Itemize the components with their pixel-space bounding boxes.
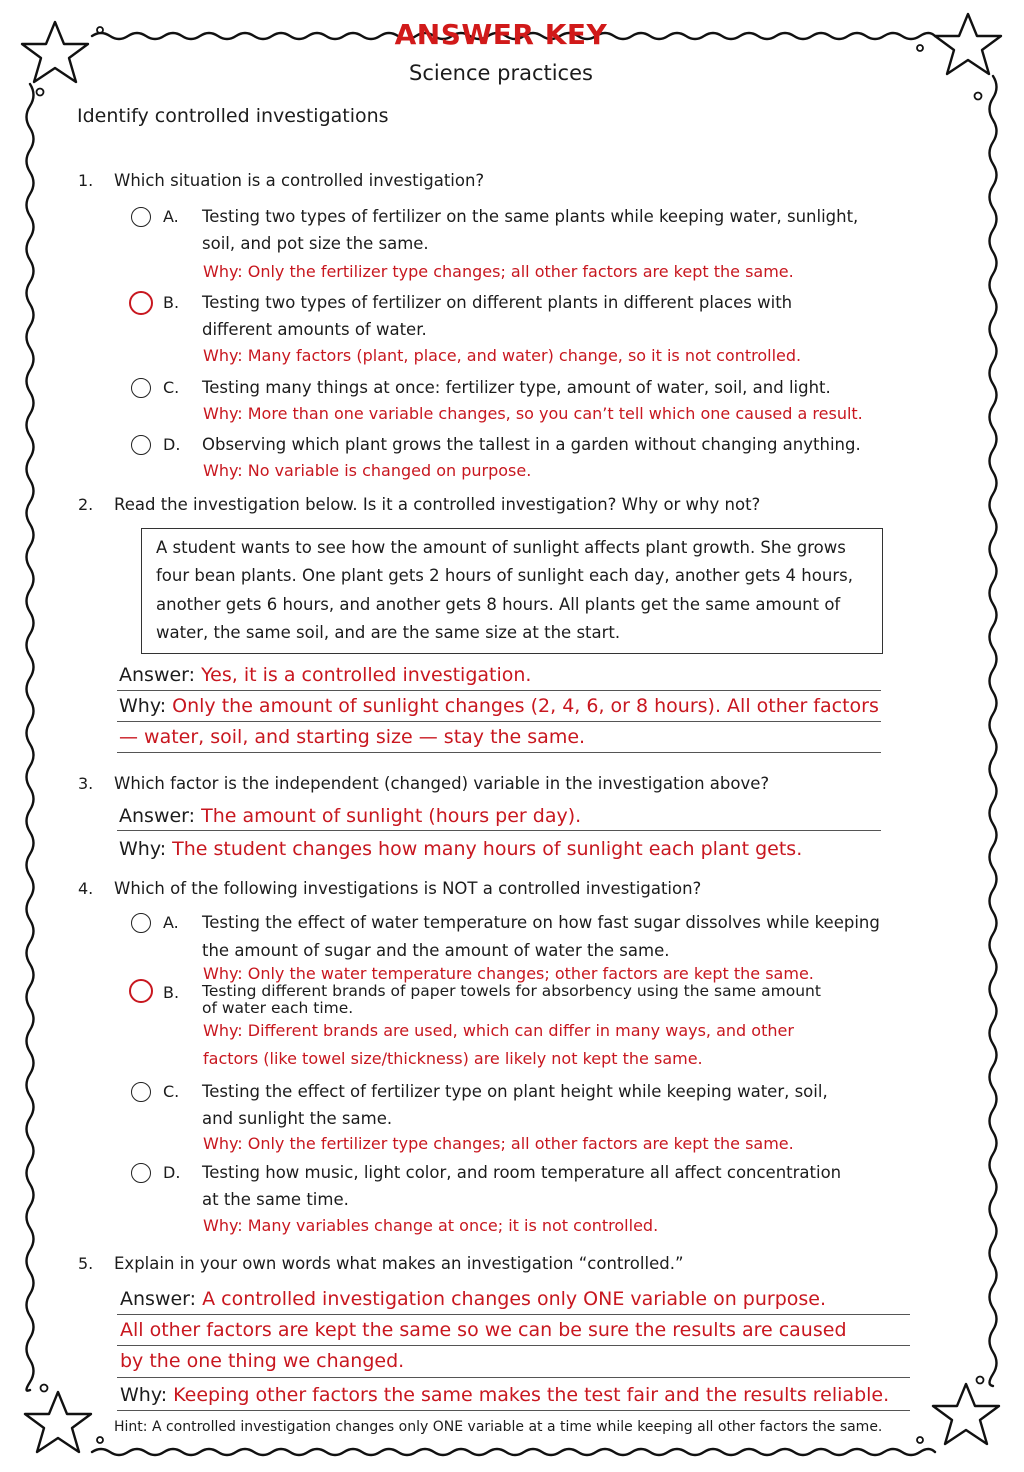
- question-number: 1.: [78, 171, 94, 190]
- option-text: at the same time.: [202, 1190, 349, 1209]
- option-letter: B.: [163, 983, 180, 1002]
- option-letter: B.: [163, 293, 180, 312]
- option-why: Why: Only the water temperature changes; other factors are kept the same.: [203, 964, 814, 983]
- question-text: Read the investigation below. Is it a controlled investigation? Why or why not?: [114, 495, 761, 514]
- answer-label: Answer:: [119, 664, 196, 686]
- answer-text: Yes, it is a controlled investigation.: [201, 664, 532, 686]
- why-label: Why:: [119, 695, 167, 717]
- option-text: Testing the effect of fertilizer type on plant height while keeping water, soil,: [202, 1082, 828, 1101]
- option-radio-selected[interactable]: [129, 291, 153, 315]
- option-radio[interactable]: [131, 1082, 151, 1102]
- answer-text: The amount of sunlight (hours per day).: [201, 805, 582, 827]
- answer-text: by the one thing we changed.: [120, 1350, 405, 1372]
- option-text: Testing two types of fertilizer on different plants in different places with: [202, 293, 793, 312]
- answer-key-title: ANSWER KEY: [394, 18, 608, 51]
- option-radio[interactable]: [131, 378, 151, 398]
- option-radio[interactable]: [131, 913, 151, 933]
- option-text: Testing two types of fertilizer on the same plants while keeping water, sunlight,: [202, 207, 859, 226]
- why-text: Only the amount of sunlight changes (2, 4, 6, or 8 hours). All other factors: [172, 695, 879, 717]
- option-why: Why: Many variables change at once; it is not controlled.: [203, 1216, 659, 1235]
- dot-icon: [97, 1437, 103, 1443]
- why-label: Why:: [120, 1384, 168, 1406]
- answer-rule: [117, 690, 881, 691]
- passage-line: four bean plants. One plant gets 2 hours of sunlight each day, another gets 4 hours,: [156, 566, 853, 585]
- option-text: Testing how music, light color, and room temperature all affect concentration: [202, 1163, 842, 1182]
- answer-rule: [117, 1377, 910, 1378]
- answer-line: [119, 804, 581, 828]
- page-subtitle: Science practices: [409, 61, 593, 85]
- option-radio-selected[interactable]: [129, 979, 153, 1003]
- hint-text: Hint: A controlled investigation changes only ONE variable at a time while keeping all other factors the same.: [114, 1419, 883, 1435]
- option-letter: D.: [163, 435, 181, 454]
- why-text: Keeping other factors the same makes the test fair and the results reliable.: [173, 1384, 890, 1406]
- question-number: 3.: [78, 774, 94, 793]
- passage-line: A student wants to see how the amount of sunlight affects plant growth. She grows: [156, 538, 846, 557]
- answer-label: Answer:: [119, 805, 196, 827]
- dot-icon: [917, 1437, 923, 1443]
- dot-icon: [41, 1385, 48, 1392]
- question-text: Which of the following investigations is NOT a controlled investigation?: [114, 879, 702, 898]
- why-line: [120, 1383, 889, 1407]
- passage-line: another gets 6 hours, and another gets 8 hours. All plants get the same amount of: [156, 595, 841, 614]
- why-text: — water, soil, and starting size — stay the same.: [119, 726, 586, 748]
- why-text: The student changes how many hours of sunlight each plant gets.: [172, 838, 803, 860]
- why-line: [119, 837, 802, 861]
- border-left-wave: [27, 84, 34, 1391]
- answer-rule: [117, 1314, 910, 1315]
- answer-text: All other factors are kept the same so we can be sure the results are caused: [120, 1319, 847, 1341]
- option-letter: A.: [163, 913, 179, 932]
- answer-rule: [117, 721, 881, 722]
- question-number: 2.: [78, 495, 94, 514]
- question-text: Explain in your own words what makes an investigation “controlled.”: [114, 1254, 684, 1273]
- section-title: Identify controlled investigations: [77, 105, 389, 127]
- star-icon: [25, 1392, 91, 1452]
- option-text: Testing different brands of paper towels for absorbency using the same amount: [202, 982, 821, 1000]
- star-icon: [933, 1384, 999, 1444]
- option-text: soil, and pot size the same.: [202, 234, 429, 253]
- option-radio[interactable]: [131, 1163, 151, 1183]
- option-why: Why: More than one variable changes, so you can’t tell which one caused a result.: [203, 404, 863, 423]
- dot-icon: [975, 93, 982, 100]
- option-text: different amounts of water.: [202, 320, 427, 339]
- answer-rule: [117, 1345, 910, 1346]
- option-text: of water each time.: [202, 999, 354, 1017]
- border-right-wave: [990, 76, 997, 1386]
- answer-line: [119, 663, 531, 687]
- option-text: Testing the effect of water temperature on how fast sugar dissolves while keeping: [202, 913, 880, 932]
- option-why: Why: Only the fertilizer type changes; all other factors are kept the same.: [203, 1134, 794, 1153]
- option-text: Observing which plant grows the tallest in a garden without changing anything.: [202, 435, 861, 454]
- passage-line: water, the same soil, and are the same size at the start.: [156, 623, 621, 642]
- question-text: Which factor is the independent (changed) variable in the investigation above?: [114, 774, 770, 793]
- option-radio[interactable]: [131, 435, 151, 455]
- option-text: the amount of sugar and the amount of water the same.: [202, 941, 670, 960]
- answer-rule: [117, 830, 881, 831]
- question-number: 5.: [78, 1254, 94, 1273]
- answer-rule: [117, 1410, 910, 1411]
- option-why: Why: Many factors (plant, place, and water) change, so it is not controlled.: [203, 346, 802, 365]
- option-letter: D.: [163, 1163, 181, 1182]
- option-radio[interactable]: [131, 207, 151, 227]
- why-label: Why:: [119, 838, 167, 860]
- answer-text: A controlled investigation changes only ONE variable on purpose.: [202, 1288, 827, 1310]
- option-why: factors (like towel size/thickness) are likely not kept the same.: [203, 1049, 703, 1068]
- option-text: Testing many things at once: fertilizer type, amount of water, soil, and light.: [202, 378, 831, 397]
- question-text: Which situation is a controlled investigation?: [114, 171, 485, 190]
- option-why: Why: Only the fertilizer type changes; all other factors are kept the same.: [203, 262, 794, 281]
- answer-label: Answer:: [120, 1288, 197, 1310]
- option-why: Why: Different brands are used, which can differ in many ways, and other: [203, 1021, 794, 1040]
- answer-rule: [117, 752, 881, 753]
- answer-line: [120, 1287, 826, 1311]
- dot-icon: [37, 89, 44, 96]
- question-number: 4.: [78, 879, 94, 898]
- border-bottom-wave: [92, 1449, 935, 1455]
- option-text: and sunlight the same.: [202, 1109, 393, 1128]
- option-why: Why: No variable is changed on purpose.: [203, 461, 532, 480]
- option-letter: C.: [163, 1082, 180, 1101]
- option-letter: C.: [163, 378, 180, 397]
- dot-icon: [977, 1377, 984, 1384]
- option-letter: A.: [163, 207, 179, 226]
- why-line: [119, 694, 879, 718]
